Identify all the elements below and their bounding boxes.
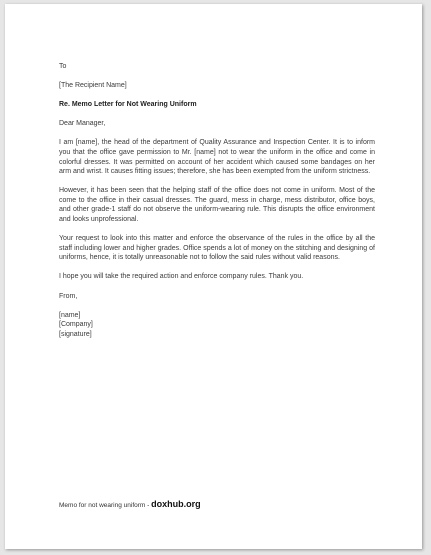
- letter-subject: Re. Memo Letter for Not Wearing Uniform: [59, 101, 197, 109]
- footer-brand: doxhub.org: [151, 499, 201, 509]
- sender-company: [Company]: [59, 321, 93, 329]
- to-label: To: [59, 63, 67, 70]
- closing: From,: [59, 292, 78, 300]
- paragraph-4: I hope you will take the required action and enforce company rules. Thank you.: [59, 273, 304, 281]
- footer-caption: Memo for not wearing uniform -: [59, 502, 152, 509]
- sender-name: [name]: [59, 311, 81, 319]
- salutation: Dear Manager,: [59, 120, 106, 128]
- letter-body: [59, 62, 375, 339]
- recipient-name: [The Recipient Name]: [59, 82, 127, 90]
- paragraph-1: I am [name], the head of the department of Quality Assurance and Inspection Center. It is to inform you that the office gave permission to Mr. [name] not to wear the uniform in the office and come in colorful dresses. It was permitted on account of her accident which caused some bandages on her arm and wrist. It causes fitting issues; therefore, she has been exempted from the uniform strictness.: [59, 139, 375, 176]
- document-page: [5, 4, 422, 549]
- paragraph-3: Your request to look into this matter and enforce the observance of the rules in the office by all the staff including lower and higher grades. Office spends a lot of money on the stitching and designing of uniforms, hence, it is totally unreasonable not to follow the said rules without valid reasons.: [59, 235, 375, 262]
- paragraph-2: However, it has been seen that the helping staff of the office does not come in uniform. Most of the come to the office in their casual dresses. The guard, mess in charge, mess distributor, office boys, and other grade-1 staff do not observe the uniform-wearing rule. This disrupts the office environment and looks unprofessional.: [59, 187, 375, 224]
- page-footer: [59, 499, 201, 509]
- sender-signature: [signature]: [59, 330, 92, 338]
